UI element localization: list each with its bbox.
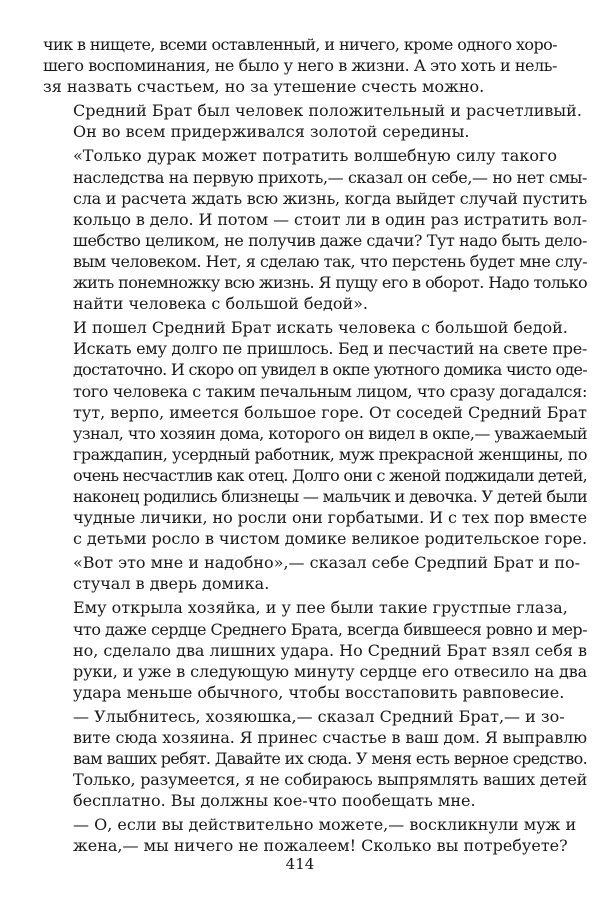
text-line: сла и расчета ждать всю жизнь, когда выйдет случай пустить: [73, 188, 587, 208]
text-line: — Улыбнитесь, хозяюшка,— сказал Средний Брат,— и зо-: [73, 706, 565, 726]
text-line: руки, и уже в следующую минуту сердце его отвесило на два: [73, 661, 587, 681]
text-line: зя назвать счастьем, но за утешение счесть можно.: [43, 77, 485, 97]
text-line: но, сделало два лишних удара. Но Средний Брат взял себя в: [73, 640, 587, 660]
paragraph: [43, 145, 588, 314]
paragraph: [43, 814, 577, 856]
text-line: вым человеком. Нет, я сделаю так, что перстень будет мне слу-: [73, 251, 587, 271]
text-line: тут, верпо, имеется большое горе. От соседей Средний Брат: [73, 402, 588, 422]
text-line: шего воспоминания, не было у него в жизни. А это хоть и нель-: [43, 56, 557, 76]
text-line: чик в нищете, всеми оставленный, и ничего, кроме одного хоро-: [43, 35, 558, 54]
page-number: 414: [285, 855, 315, 873]
text-line: наследства на первую прихоть,— сказал он себе,— но нет смы-: [73, 167, 588, 187]
text-line: Ему открыла хозяйка, и у пее были такие грустпые глаза,: [73, 598, 568, 618]
paragraph: [43, 317, 588, 549]
text-line: — О, если вы действительно можете,— воскликнули муж и: [73, 815, 577, 835]
text-line: граждапин, усердный работник, муж прекрасной женщины, по: [73, 444, 588, 464]
paragraph: [43, 552, 581, 594]
text-line: Только, разумеется, я не собираюсь выпрямлять ваших детей: [73, 770, 588, 790]
text-line: шебство целиком, не получив даже сдачи? Тут надо быть дело-: [73, 230, 587, 250]
text-line: стучал в дверь домика.: [73, 574, 270, 594]
text-line: вите сюда хозяина. Я принес счастье в ваш дом. Я выправлю: [73, 728, 587, 747]
text-line: узнал, что хозяин дома, которого он видел в окпе,— уважаемый: [73, 423, 588, 443]
paragraph: [43, 34, 557, 97]
paragraph: [43, 706, 588, 811]
paragraph: [43, 597, 587, 702]
text-line: «Только дурак может потратить волшебную силу такого: [73, 146, 557, 166]
text-line: Искать ему долго пе пришлось. Бед и песчастий на свете пре-: [73, 339, 588, 359]
text-line: чудные личики, но росли они горбатыми. И с тех пор вместе: [73, 508, 588, 528]
text-line: вам ваших ребят. Давайте их сюда. У меня есть верное средство.: [73, 749, 588, 769]
text-line: И пошел Средний Брат искать человека с большой бедой.: [73, 318, 568, 338]
page-text: [43, 34, 588, 860]
text-line: с детьми росло в чистом домике великое родительское горе.: [73, 529, 587, 549]
text-line: Средний Брат был человек положительный и расчетливый.: [73, 101, 582, 121]
text-line: жить понемножку всю жизнь. Я пущу его в оборот. Надо только: [73, 273, 587, 293]
text-line: Он во всем придерживался золотой середины.: [73, 122, 470, 142]
text-line: что даже сердце Среднего Брата, всегда бившееся ровно и мер-: [73, 619, 587, 639]
text-line: кольцо в дело. И потом — стоит ли в один раз истратить вол-: [73, 209, 588, 229]
text-line: найти человека с большой бедой».: [73, 294, 368, 314]
text-line: жена,— мы ничего не пожалеем! Сколько вы потребуете?: [73, 836, 568, 856]
text-line: «Вот это мне и надобно»,— сказал себе Средпий Брат и по-: [73, 553, 581, 573]
text-line: наконец родились близнецы — мальчик и девочка. У детей были: [73, 486, 587, 506]
text-line: бесплатно. Вы должны кое-что пообещать мне.: [73, 791, 476, 811]
text-line: очень несчастлив как отец. Долго они с женой поджидали детей,: [73, 465, 588, 485]
paragraph: [43, 100, 582, 142]
text-line: того человека с таким печальным лицом, что сразу догадался:: [73, 381, 587, 401]
text-line: удара меньше обычного, чтобы восстаповить равповесие.: [73, 682, 565, 702]
text-line: достаточно. И скоро оп увидел в окпе уютного домика чисто оде-: [73, 360, 587, 380]
